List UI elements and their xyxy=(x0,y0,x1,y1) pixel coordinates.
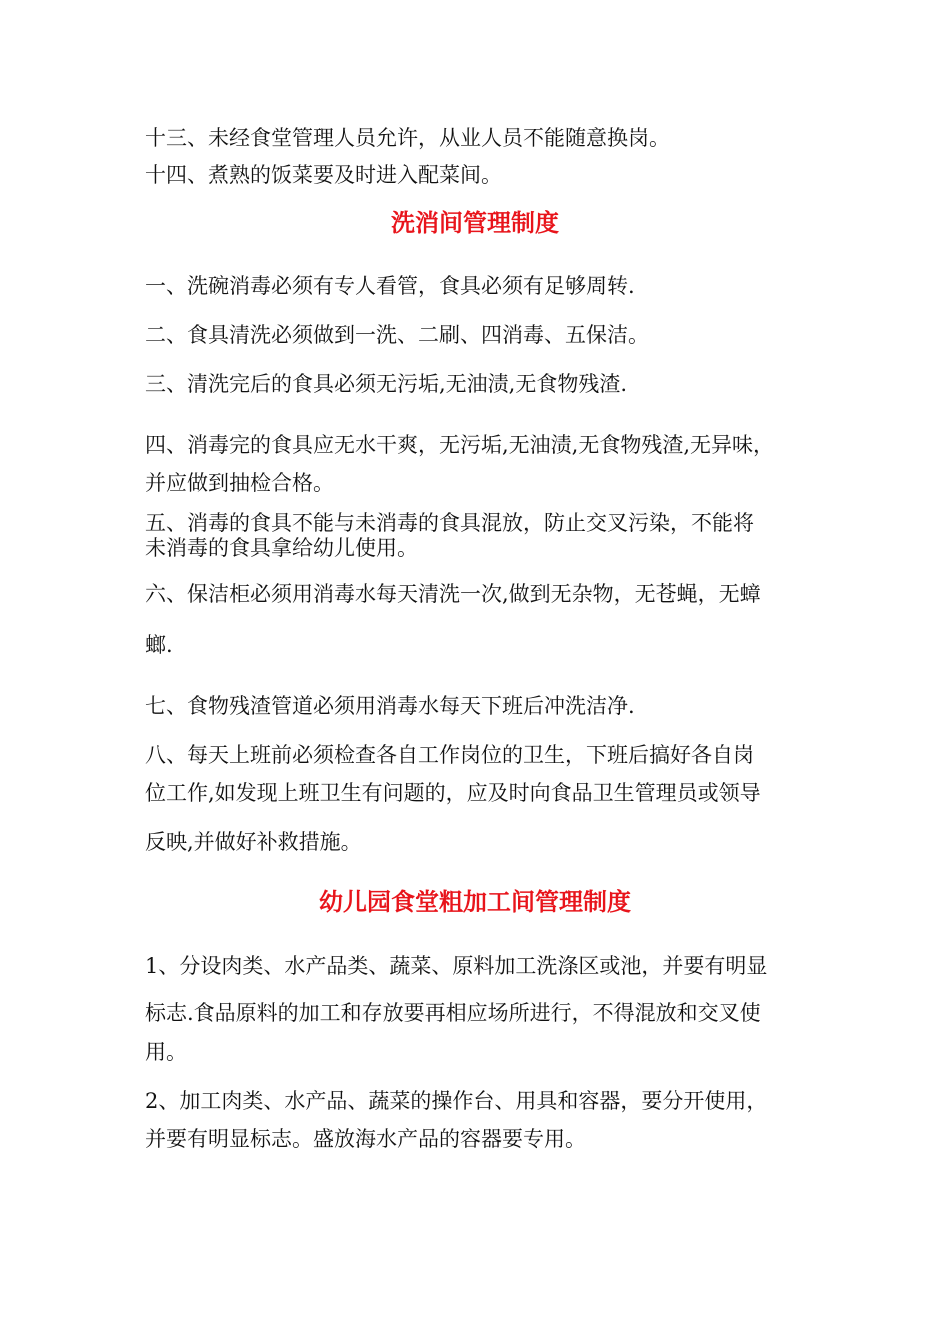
wash-rule-7: 七、食物残渣管道必须用消毒水每天下班后冲洗洁净. xyxy=(145,694,635,718)
wash-rule-5-line-2: 未消毒的食具拿给幼儿使用。 xyxy=(145,536,418,560)
paragraph-13: 十三、未经食堂管理人员允许，从业人员不能随意换岗。 xyxy=(145,126,670,150)
wash-rule-2: 二、食具清洗必须做到一洗、二刷、四消毒、五保洁。 xyxy=(145,323,649,347)
prep-rule-2-line-2: 并要有明显标志。盛放海水产品的容器要专用。 xyxy=(145,1127,586,1151)
wash-rule-5-line-1: 五、消毒的食具不能与未消毒的食具混放，防止交叉污染，不能将 xyxy=(145,511,754,535)
wash-rule-6-line-1: 六、保洁柜必须用消毒水每天清洗一次,做到无杂物，无苍蝇，无蟑 xyxy=(145,582,761,606)
wash-rule-4-line-2: 并应做到抽检合格。 xyxy=(145,471,334,495)
prep-rule-1-line-2: 标志.食品原料的加工和存放要再相应场所进行，不得混放和交叉使 xyxy=(145,1001,761,1025)
prep-rule-1-line-1: 1、分设肉类、水产品类、蔬菜、原料加工洗涤区或池，并要有明显 xyxy=(145,954,768,978)
wash-rule-4-line-1: 四、消毒完的食具应无水干爽，无污垢,无油渍,无食物残渣,无异味， xyxy=(145,433,775,457)
wash-rule-8-line-2: 位工作,如发现上班卫生有问题的，应及时向食品卫生管理员或领导 xyxy=(145,781,761,805)
paragraph-14: 十四、煮熟的饭菜要及时进入配菜间。 xyxy=(145,163,502,187)
wash-rule-6-line-2: 螂. xyxy=(145,633,173,657)
wash-rule-1: 一、洗碗消毒必须有专人看管，食具必须有足够周转. xyxy=(145,274,635,298)
wash-rule-8-line-1: 八、每天上班前必须检查各自工作岗位的卫生，下班后搞好各自岗 xyxy=(145,743,754,767)
prep-rule-2-line-1: 2、加工肉类、水产品、蔬菜的操作台、用具和容器，要分开使用， xyxy=(145,1089,768,1113)
section-title-prep-room: 幼儿园食堂粗加工间管理制度 xyxy=(319,888,631,916)
section-title-wash-room: 洗消间管理制度 xyxy=(391,209,559,237)
wash-rule-8-line-3: 反映,并做好补救措施。 xyxy=(145,830,362,854)
prep-rule-1-line-3: 用。 xyxy=(145,1040,187,1064)
wash-rule-3: 三、清洗完后的食具必须无污垢,无油渍,无食物残渣. xyxy=(145,372,628,396)
